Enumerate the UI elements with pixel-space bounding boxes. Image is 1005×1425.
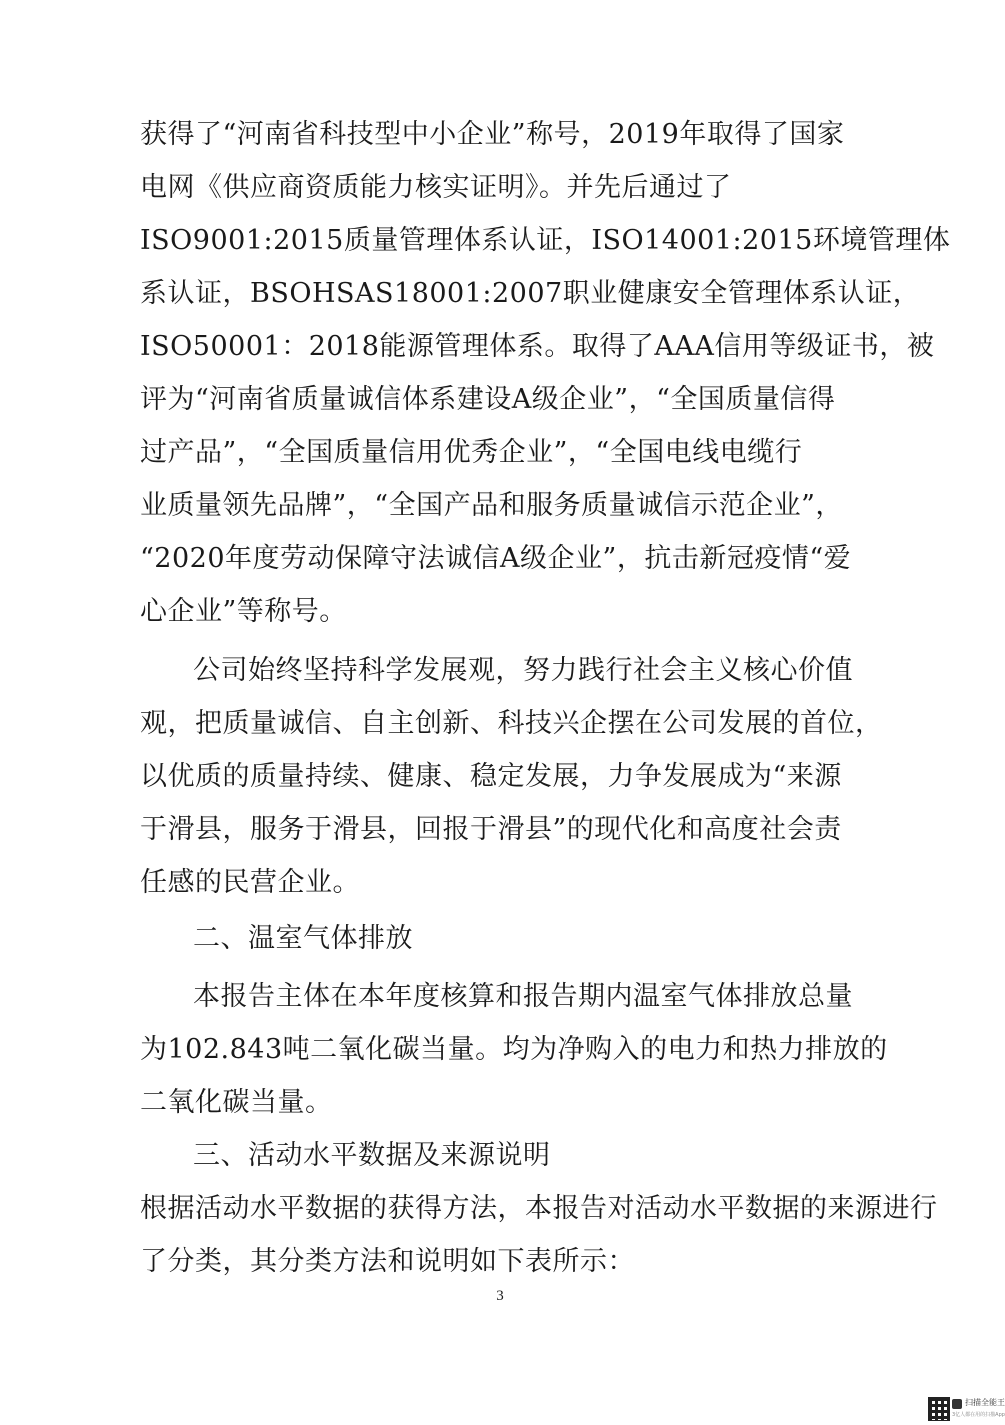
paragraph-line: 心企业”等称号。 xyxy=(140,596,347,627)
page-number: 3 xyxy=(496,1288,504,1304)
scanner-watermark xyxy=(928,1397,1005,1423)
paragraph-line: ISO50001：2018能源管理体系。取得了AAA信用等级证书，被 xyxy=(140,331,935,362)
paragraph-line: 本报告主体在本年度核算和报告期内温室气体排放总量 xyxy=(193,981,853,1012)
paragraph-line: 于滑县，服务于滑县，回报于滑县”的现代化和高度社会责 xyxy=(140,814,842,845)
paragraph-line: 观，把质量诚信、自主创新、科技兴企摆在公司发展的首位， xyxy=(140,708,883,739)
paragraph-line: 根据活动水平数据的获得方法，本报告对活动水平数据的来源进行 xyxy=(140,1193,938,1224)
watermark-app-name: 扫描全能王 xyxy=(965,1398,1005,1407)
paragraph-line: 过产品”，“全国质量信用优秀企业”，“全国电线电缆行 xyxy=(140,437,803,468)
paragraph-line: 二氧化碳当量。 xyxy=(140,1087,333,1118)
paragraph-line: 获得了“河南省科技型中小企业”称号，2019年取得了国家 xyxy=(140,119,845,150)
paragraph-line: 了分类，其分类方法和说明如下表所示： xyxy=(140,1246,635,1277)
paragraph-line: 公司始终坚持科学发展观，努力践行社会主义核心价值 xyxy=(193,655,853,686)
section-heading: 三、活动水平数据及来源说明 xyxy=(193,1140,551,1171)
paragraph-line: 为102.843吨二氧化碳当量。均为净购入的电力和热力排放的 xyxy=(140,1034,888,1065)
section-heading: 二、温室气体排放 xyxy=(193,923,413,954)
watermark-tagline: 3亿人都在用的扫描App xyxy=(952,1412,1005,1418)
paragraph-line: 评为“河南省质量诚信体系建设A级企业”，“全国质量信得 xyxy=(140,384,836,415)
paragraph-line: 电网《供应商资质能力核实证明》。并先后通过了 xyxy=(140,172,732,203)
paragraph-line: 以优质的质量持续、健康、稳定发展，力争发展成为“来源 xyxy=(140,761,842,792)
paragraph-line: ISO9001:2015质量管理体系认证，ISO14001:2015环境管理体 xyxy=(140,225,951,256)
paragraph-line: 业质量领先品牌”，“全国产品和服务质量诚信示范企业”， xyxy=(140,490,843,521)
paragraph-line: 任感的民营企业。 xyxy=(140,867,360,898)
qr-code-icon xyxy=(928,1397,950,1421)
camscanner-logo-icon xyxy=(952,1399,962,1409)
paragraph-line: “2020年度劳动保障守法诚信A级企业”，抗击新冠疫情“爱 xyxy=(140,543,852,574)
paragraph-line: 系认证，BSOHSAS18001:2007职业健康安全管理体系认证， xyxy=(140,278,921,309)
